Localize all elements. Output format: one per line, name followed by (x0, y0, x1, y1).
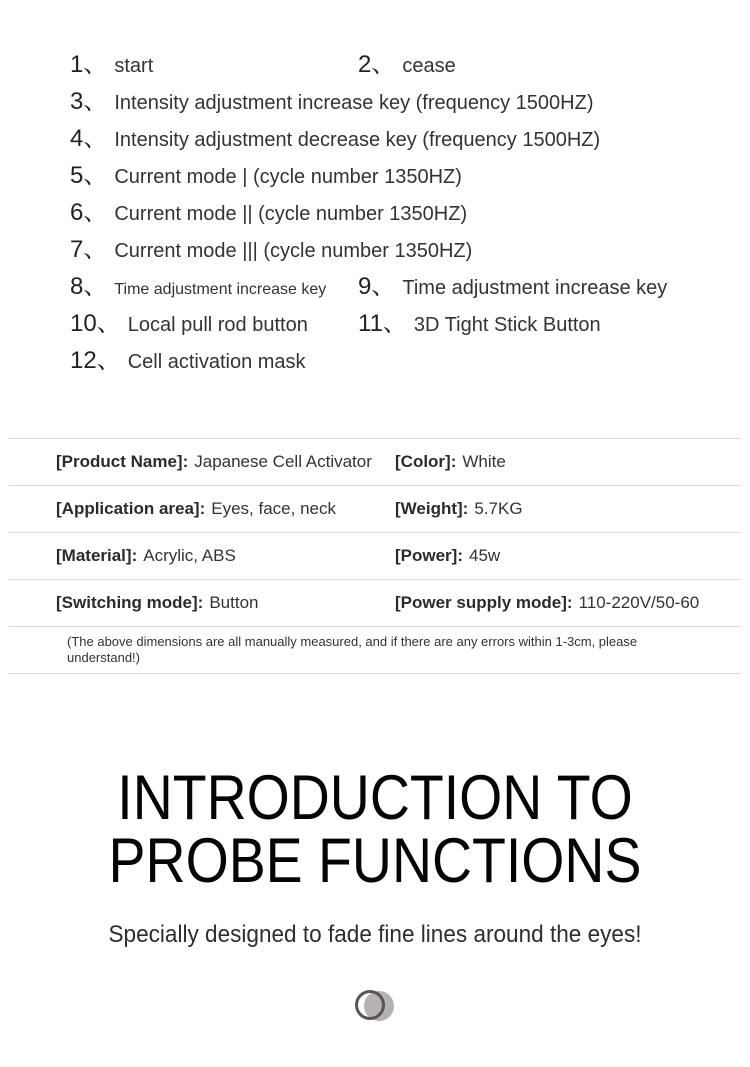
list-item-label: Current mode | (cycle number 1350HZ) (114, 166, 462, 188)
list-item-number: 2、 (358, 51, 396, 78)
spec-note-text: (The above dimensions are all manually measured, and if there are any errors within 1-3cm, please understand!) (67, 634, 638, 665)
list-item-number: 11、 (358, 310, 407, 337)
spec-value: Acrylic, ABS (143, 546, 236, 565)
list-item-label: Current mode || (cycle number 1350HZ) (114, 203, 468, 225)
list-item-number: 3、 (70, 88, 108, 115)
intro-section (0, 763, 750, 1023)
list-item-number: 10、 (70, 310, 121, 337)
list-item-label: Intensity adjustment decrease key (frequency 1500HZ) (114, 129, 601, 151)
spec-cell-power (395, 546, 741, 566)
list-item-label: Time adjustment increase key (114, 281, 327, 298)
spec-label: [Color]: (395, 452, 457, 471)
list-item-number: 6、 (70, 199, 108, 226)
spec-cell-color (395, 452, 741, 472)
spec-cell-weight (395, 499, 741, 519)
spec-cell-product-name (9, 452, 395, 472)
list-item-5 (70, 155, 462, 190)
list-item-number: 12、 (70, 347, 121, 374)
list-item-number: 5、 (70, 162, 108, 189)
list-item-1 (70, 44, 358, 79)
list-item-2 (358, 44, 456, 79)
list-row-9 (70, 340, 750, 377)
list-row-6 (70, 229, 750, 266)
spec-label: [Material]: (56, 546, 138, 565)
spec-label: [Power supply mode]: (395, 593, 573, 612)
list-item-11 (358, 303, 601, 338)
list-row-8 (70, 303, 750, 340)
list-item-number: 9、 (358, 273, 396, 300)
probe-top-icon (355, 990, 395, 1023)
spec-row-material-power (9, 532, 741, 579)
spec-label: [Application area]: (56, 499, 206, 518)
list-row-7 (70, 266, 750, 303)
list-item-8 (70, 266, 358, 301)
list-item-label: Local pull rod button (127, 314, 308, 336)
spec-value: Button (209, 593, 259, 612)
list-item-label: 3D Tight Stick Button (413, 314, 601, 336)
spec-cell-application-area (9, 499, 395, 519)
list-row-5 (70, 192, 750, 229)
spec-cell-switching-mode (9, 593, 395, 613)
spec-label: [Power]: (395, 546, 463, 565)
list-item-label: Intensity adjustment increase key (frequency 1500HZ) (114, 92, 594, 114)
spec-row-switching-supply (9, 579, 741, 626)
list-item-10 (70, 303, 358, 338)
list-item-number: 1、 (70, 51, 108, 78)
page-title (0, 763, 750, 896)
list-item-3 (70, 81, 593, 116)
spec-label: [Weight]: (395, 499, 469, 518)
page-title-line-2: PROBE FUNCTIONS (108, 826, 642, 896)
list-item-6 (70, 192, 467, 227)
list-row-1 (70, 44, 750, 81)
list-row-3 (70, 118, 750, 155)
list-item-label: Current mode ||| (cycle number 1350HZ) (114, 240, 473, 262)
spec-label: [Switching mode]: (56, 593, 204, 612)
list-item-number: 4、 (70, 125, 108, 152)
spec-table (9, 438, 741, 674)
list-item-12 (70, 340, 306, 375)
list-item-9 (358, 266, 667, 301)
spec-value: 45w (469, 546, 501, 565)
spec-note (9, 626, 741, 674)
list-item-4 (70, 118, 600, 153)
spec-value: 110-220V/50-60 (578, 593, 700, 612)
spec-value: Japanese Cell Activator (194, 452, 372, 471)
function-list (0, 0, 750, 377)
spec-cell-material (9, 546, 395, 566)
list-item-label: start (114, 55, 154, 77)
list-item-number: 8、 (70, 273, 108, 300)
list-item-label: Time adjustment increase key (402, 277, 668, 299)
spec-cell-power-supply-mode (395, 593, 741, 613)
list-item-label: Cell activation mask (127, 351, 306, 373)
page-subtitle: Specially designed to fade fine lines around the eyes! (108, 921, 642, 948)
list-item-7 (70, 229, 472, 264)
spec-row-area-weight (9, 485, 741, 532)
spec-value: Eyes, face, neck (211, 499, 336, 518)
probe-top-ring (355, 990, 385, 1020)
spec-label: [Product Name]: (56, 452, 189, 471)
list-row-2 (70, 81, 750, 118)
spec-value: 5.7KG (474, 499, 523, 518)
list-item-label: cease (402, 55, 456, 77)
list-item-number: 7、 (70, 236, 108, 263)
spec-row-product-color (9, 438, 741, 485)
list-row-4 (70, 155, 750, 192)
spec-value: White (462, 452, 506, 471)
page-title-line-1: INTRODUCTION TO (117, 763, 633, 833)
